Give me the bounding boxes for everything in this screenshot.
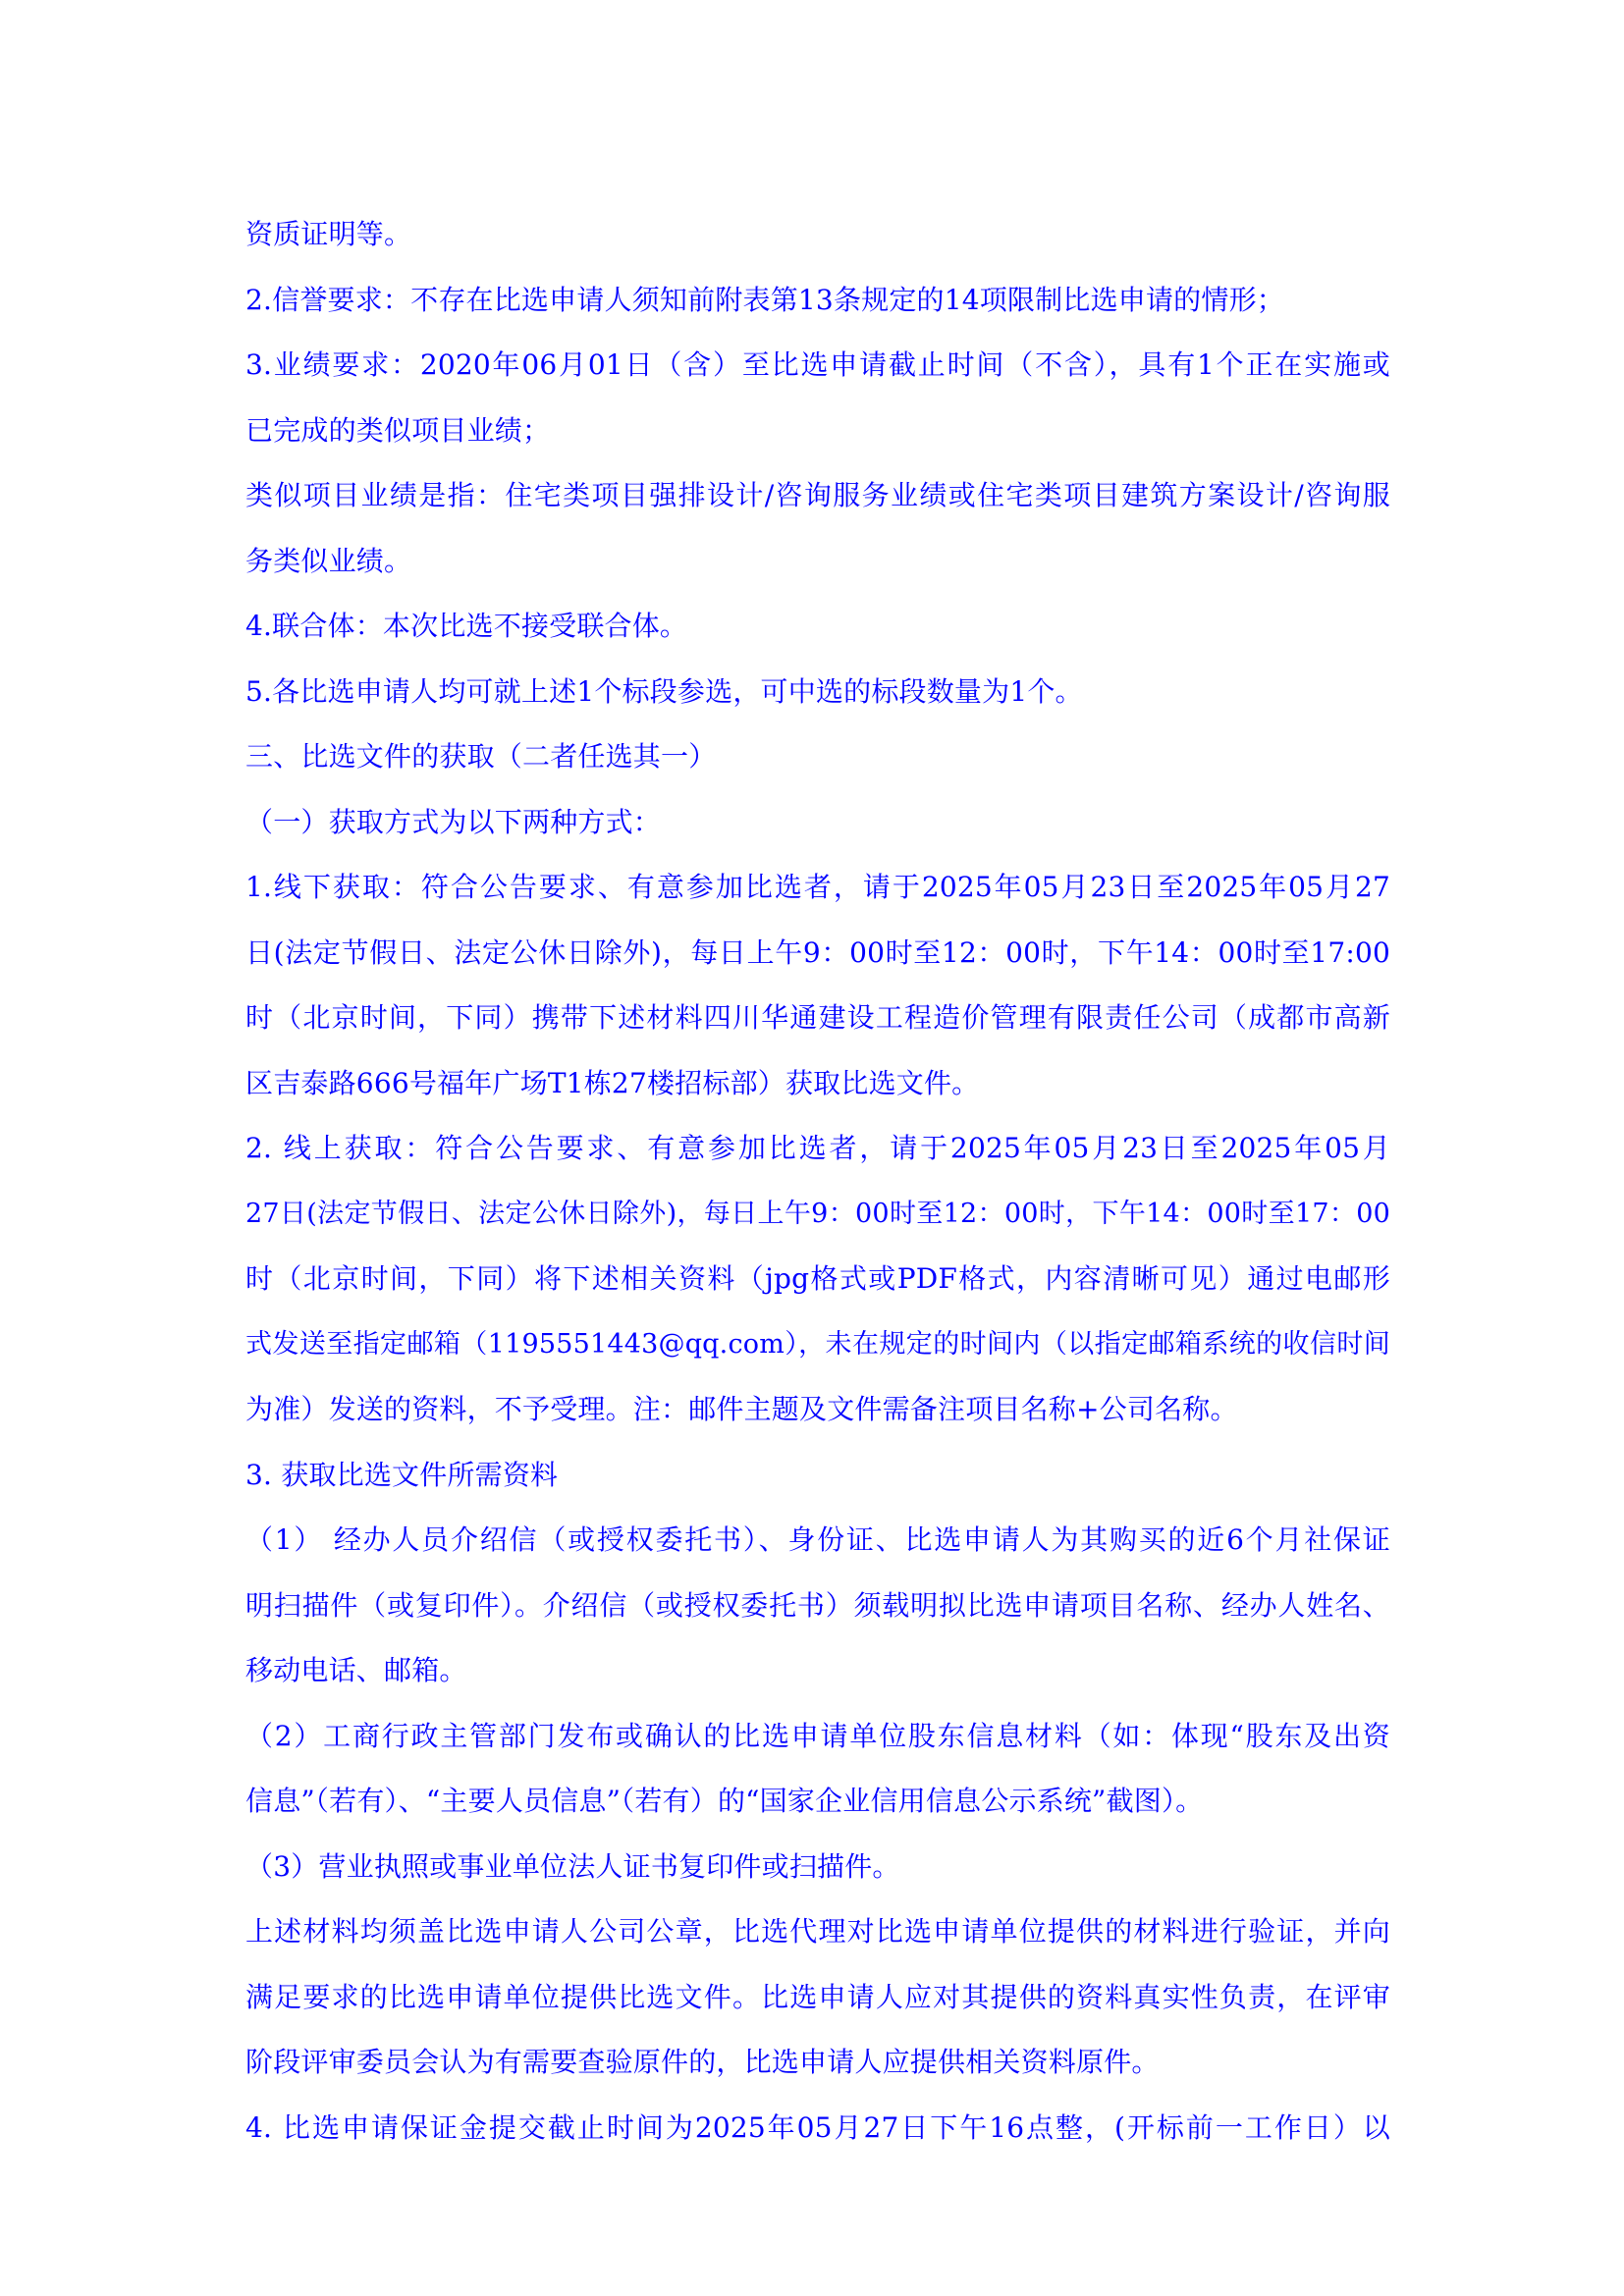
text-line: 4. 比选申请保证金提交截止时间为2025年05月27日下午16点整，(开标前一工作日）以 xyxy=(245,2110,1390,2144)
text-line: 3. 获取比选文件所需资料 xyxy=(245,1458,559,1491)
text-line: 4.联合体：本次比选不接受联合体。 xyxy=(245,610,688,642)
text-line: 5.各比选申请人均可就上述1个标段参选，可中选的标段数量为1个。 xyxy=(245,674,1083,708)
text-line: 类似项目业绩是指：住宅类项目强排设计/咨询服务业绩或住宅类项目建筑方案设计/咨询服 xyxy=(245,479,1390,511)
text-line: （3）营业执照或事业单位法人证书复印件或扫描件。 xyxy=(245,1849,900,1883)
text-line: 满足要求的比选申请单位提供比选文件。比选申请人应对其提供的资料真实性负责，在评审 xyxy=(245,1980,1390,2013)
text-line: 式发送至指定邮箱（1195551443@qq.com），未在规定的时间内（以指定邮箱系统的收信时间 xyxy=(245,1328,1390,1360)
text-line: 27日(法定节假日、法定公休日除外)，每日上午9：00时至12：00时，下午14：00时至17：00 xyxy=(245,1198,1390,1229)
section-heading: 三、比选文件的获取（二者任选其一） xyxy=(245,740,717,773)
text-line: 上述材料均须盖比选申请人公司公章，比选代理对比选申请单位提供的材料进行验证，并向 xyxy=(245,1915,1390,1948)
text-line: 2. 线上获取：符合公告要求、有意参加比选者，请于2025年05月23日至2025年05月 xyxy=(245,1132,1390,1164)
text-line: 1.线下获取：符合公告要求、有意参加比选者，请于2025年05月23日至2025年05月27 xyxy=(245,871,1390,903)
text-line: 明扫描件（或复印件）。介绍信（或授权委托书）须载明拟比选申请项目名称、经办人姓名、 xyxy=(245,1588,1390,1622)
subsection-heading: （一）获取方式为以下两种方式： xyxy=(245,805,662,838)
text-line: 已完成的类似项目业绩； xyxy=(245,413,551,447)
text-line: （2）工商行政主管部门发布或确认的比选申请单位股东信息材料（如：体现“股东及出资 xyxy=(245,1719,1390,1752)
text-line: 时（北京时间，下同）将下述相关资料（jpg格式或PDF格式，内容清晰可见）通过电邮形 xyxy=(245,1262,1390,1295)
text-line: 2.信誉要求：不存在比选申请人须知前附表第13条规定的14项限制比选申请的情形； xyxy=(245,283,1284,316)
text-line: （1） 经办人员介绍信（或授权委托书）、身份证、比选申请人为其购买的近6个月社保证 xyxy=(245,1523,1390,1556)
text-line: 区吉泰路666号福年广场T1栋27楼招标部）获取比选文件。 xyxy=(245,1066,980,1099)
text-line: 务类似业绩。 xyxy=(245,544,412,577)
text-line: 为准）发送的资料，不予受理。注：邮件主题及文件需备注项目名称+公司名称。 xyxy=(245,1393,1238,1425)
text-line: 资质证明等。 xyxy=(245,218,412,250)
text-line: 日(法定节假日、法定公休日除外)，每日上午9：00时至12：00时，下午14：00时至17:00 xyxy=(245,935,1390,969)
document-body xyxy=(245,202,1390,2161)
text-line: 3.业绩要求：2020年06月01日（含）至比选申请截止时间（不含），具有1个正在实施或 xyxy=(245,348,1390,381)
text-line: 信息”（若有）、“主要人员信息”（若有）的“国家企业信用信息公示系统”截图）。 xyxy=(245,1785,1204,1817)
text-line: 时（北京时间，下同）携带下述材料四川华通建设工程造价管理有限责任公司（成都市高新 xyxy=(245,1001,1390,1034)
text-line: 移动电话、邮箱。 xyxy=(245,1654,467,1686)
text-line: 阶段评审委员会认为有需要查验原件的，比选申请人应提供相关资料原件。 xyxy=(245,2046,1160,2078)
